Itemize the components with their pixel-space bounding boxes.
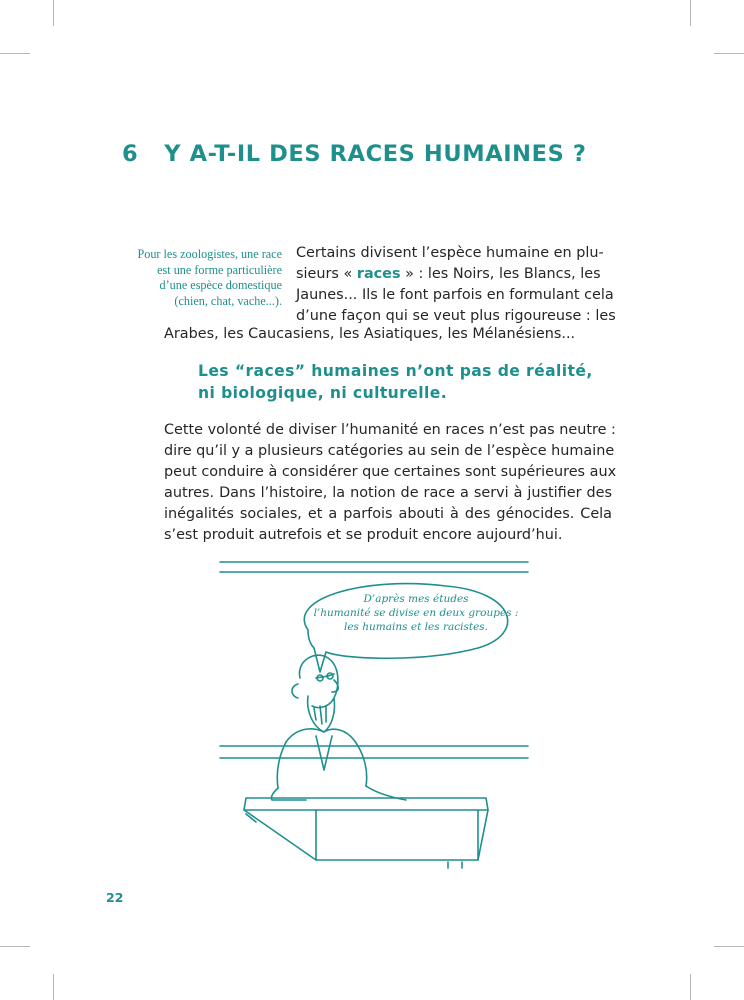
- crop-mark: [53, 0, 54, 26]
- intro-line: d’une façon qui se veut plus rigoureuse : les: [296, 308, 616, 324]
- page-number: 22: [106, 890, 124, 905]
- chapter-number: 6: [122, 141, 139, 167]
- cartoon-illustration: [216, 560, 536, 880]
- body-line: s’est produit autrefois et se produit encore aujourd’hui.: [164, 527, 563, 543]
- body-line: Cette volonté de diviser l’humanité en races n’est pas neutre :: [164, 422, 616, 438]
- body-paragraph: [164, 420, 617, 546]
- margin-note-line: Pour les zoologistes, une race: [137, 247, 282, 261]
- crop-mark: [714, 946, 744, 947]
- intro-paragraph: [296, 243, 616, 327]
- crop-mark: [714, 53, 744, 54]
- speech-line: l’humanité se divise en deux groupes :: [313, 607, 519, 619]
- crop-mark: [0, 53, 30, 54]
- intro-paragraph-continued: [164, 324, 604, 345]
- margin-note-line: d’une espèce domestique: [159, 278, 282, 293]
- body-line: autres. Dans l’histoire, la notion de race a servi à justifier des: [164, 485, 612, 501]
- pull-quote-line: Les “races” humaines n’ont pas de réalité,: [198, 362, 593, 380]
- crop-mark: [53, 974, 54, 1000]
- intro-line: Arabes, les Caucasiens, les Asiatiques, les Mélanésiens...: [164, 326, 576, 342]
- intro-line: Jaunes... Ils le font parfois en formulant cela: [296, 287, 614, 303]
- pull-quote: [198, 360, 598, 404]
- speech-line: D’après mes études: [363, 593, 469, 605]
- chapter-title-text: Y A-T-IL DES RACES HUMAINES ?: [164, 141, 587, 167]
- margin-note-line: (chien, chat, vache...).: [174, 293, 282, 308]
- intro-line-post: » : les Noirs, les Blancs, les: [400, 266, 601, 282]
- desk-front: [316, 810, 478, 860]
- races-keyword: races: [356, 266, 401, 282]
- body-line: dire qu’il y a plusieurs catégories au sein de l’espèce humaine: [164, 443, 615, 459]
- crop-mark: [690, 974, 691, 1000]
- intro-line-pre: sieurs «: [296, 266, 357, 282]
- margin-note: [112, 247, 282, 309]
- speech-line: les humains et les racistes.: [343, 621, 489, 633]
- body-line: peut conduire à considérer que certaines sont supérieures aux: [164, 464, 617, 480]
- intro-line: Certains divisent l’espèce humaine en plu-: [296, 245, 604, 261]
- margin-note-line: est une forme particulière: [157, 262, 282, 277]
- body-line: inégalités sociales, et a parfois abouti à des génocides. Cela: [164, 506, 612, 522]
- tie: [316, 736, 332, 770]
- chapter-title: [122, 141, 682, 167]
- feet: [448, 862, 462, 868]
- intro-line: [296, 264, 600, 285]
- ear: [292, 684, 298, 698]
- crop-mark: [690, 0, 691, 26]
- crop-mark: [0, 946, 30, 947]
- pull-quote-line: ni biologique, ni culturelle.: [198, 384, 448, 402]
